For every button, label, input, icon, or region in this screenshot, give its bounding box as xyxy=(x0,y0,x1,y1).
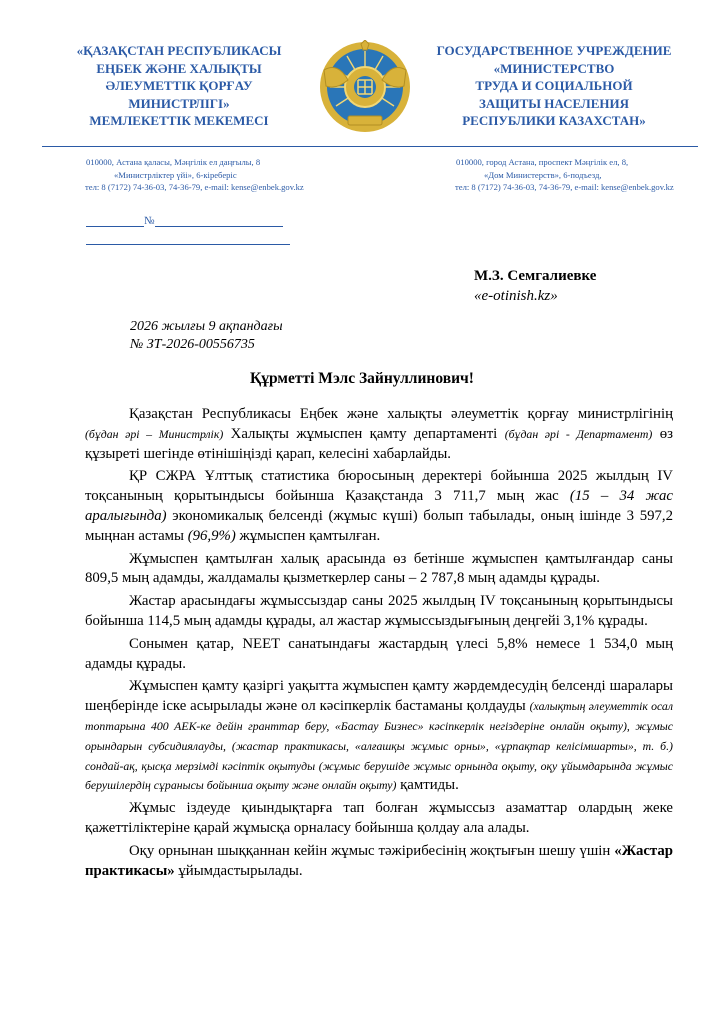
number-sign: № xyxy=(144,215,155,227)
letter-body xyxy=(85,405,673,884)
italic-note: (бұдан әрі – Министрлік) xyxy=(85,426,224,441)
header-right-line: ТРУДА И СОЦИАЛЬНОЙ xyxy=(475,78,633,93)
address-line: 010000, Астана қаласы, Мәңгілік ел даңғылы, 8 xyxy=(86,157,261,167)
paragraph: Жұмыспен қамтылған халық арасында өз бетінше жұмыспен қамтылғандар саны 809,5 мың адамды, жалдамалы қызметкерлер саны – 2 787,8 мың адамды құрады. xyxy=(85,550,673,587)
header-left-line: МЕМЛЕКЕТТІК МЕКЕМЕСІ xyxy=(89,113,269,128)
paragraph: Қазақстан Республикасы Еңбек және халықты әлеуметтік қорғау министрлігінің (бұдан әрі – Министрлік) Халықты жұмыспен қамту департаменті (бұдан әрі - Департамент) өз құзыреті шегінде өтінішіңізді қарап, келесіні хабарлайды. xyxy=(85,406,673,462)
italic-note: (15 – 34 жас аралығында) xyxy=(85,488,673,524)
reference-blank xyxy=(86,244,290,245)
header-left-kz xyxy=(44,42,314,130)
header-divider xyxy=(42,146,698,147)
address-line: «Дом Министерств», 6-подъезд, xyxy=(484,169,602,180)
header-right-line: ЗАЩИТЫ НАСЕЛЕНИЯ xyxy=(478,95,630,111)
paragraph: Сонымен қатар, NEET санатындағы жастардың үлесі 5,8% немесе 1 534,0 мың адамды құрады. xyxy=(85,635,673,672)
italic-note: (бұдан әрі - Департамент) xyxy=(504,426,653,441)
recipient-name: М.З. Семгалиевке xyxy=(474,268,597,284)
recipient-source: «e-otinish.kz» xyxy=(474,288,558,304)
address-left xyxy=(86,156,304,194)
header-left-line: ЕҢБЕК ЖӘНЕ ХАЛЫҚТЫ xyxy=(96,60,262,76)
header-left-line: «ҚАЗАҚСТАН РЕСПУБЛИКАСЫ xyxy=(76,43,282,58)
date-blank xyxy=(86,214,144,227)
header-right-line: РЕСПУБЛИКИ КАЗАХСТАН» xyxy=(462,113,646,128)
address-line: 010000, город Астана, проспект Мәңгілік ел, 8, xyxy=(456,157,629,167)
header-left-line: МИНИСТРЛІГІ» xyxy=(128,95,230,111)
address-right xyxy=(456,156,674,194)
italic-note: (халықтың әлеуметтік осал топтарына 400 АЕК-ке дейін гранттар беру, «Бастау Бизнес» кәсіпкерлік негіздеріне онлайн оқыту), жұмыс орындарын субсидиялауды, (жастар практикасы, «алғашқы жұмыс орны», «ұрпақтар келісімшарты», т. б.) сондай-ақ, қысқа мерзімді кәсіптік оқытуды (жұмыс берушіде жұмыс орнында оқыту, оқу ұйымдарында жұмыс берушілердің сұранысы бойынша оқыту және онлайн оқыту) xyxy=(85,699,673,793)
request-date: 2026 жылғы 9 ақпандағы xyxy=(130,319,283,334)
request-reference xyxy=(130,318,283,354)
italic-note: (96,9%) xyxy=(187,527,236,544)
paragraph: ҚР СЖРА Ұлттық статистика бюросының деректері бойынша 2025 жылдың IV тоқсанының қорытындысы бойынша Қазақстанда 3 711,7 мың жас (15 – 34 жас аралығында) экономикалық белсенді (жұмыс күші) болып табылады, оның ішінде 3 597,2 мыңнан астамы (96,9%) жұмыспен қамтылған. xyxy=(85,468,673,544)
request-number: № ЗТ-2026-00556735 xyxy=(130,337,255,352)
header-right-ru xyxy=(419,42,689,130)
paragraph: Жастар арасындағы жұмыссыздар саны 2025 жылдың IV тоқсанының қорытындысы бойынша 114,5 мың адамды құрады, ал жастар жұмыссыздығының деңгейі 3,1% құрады. xyxy=(85,593,673,629)
bold-term: «Жастар практикасы» xyxy=(85,842,673,879)
header-right-line: ГОСУДАРСТВЕННОЕ УЧРЕЖДЕНИЕ xyxy=(436,43,672,58)
number-blank xyxy=(155,214,283,227)
address-contacts: тел: 8 (7172) 74-36-03, 74-36-79, e-mail: kense@enbek.gov.kz xyxy=(455,182,674,192)
salutation: Құрметті Мэлс Зайнуллинович! xyxy=(250,370,474,387)
outgoing-number-field xyxy=(86,214,283,227)
recipient-block xyxy=(474,266,596,306)
paragraph: Жұмыс іздеуде қиындықтарға тап болған жұмыссыз азаматтар олардың жеке қажеттіліктеріне қарай жұмысқа орналасу бойынша қолдау ала алады. xyxy=(85,800,673,836)
header-left-line: ӘЛЕУМЕТТІК ҚОРҒАУ xyxy=(105,78,253,93)
header-right-line: «МИНИСТЕРСТВО xyxy=(493,60,615,76)
paragraph: Жұмыспен қамту қазіргі уақытта жұмыспен қамту жәрдемдесудің белсенді шаралары шеңберінде іске асырылады және ол кәсіпкерлік бастаманы қолдауды (халықтың әлеуметтік осал топтарына 400 АЕК-ке дейін гранттар беру, «Бастау Бизнес» кәсіпкерлік негіздеріне онлайн оқыту), жұмыс орындарын субсидиялауды, (жастар практикасы, «алғашқы жұмыс орны», «ұрпақтар келісімшарты», т. б.) сондай-ақ, қысқа мерзімді кәсіптік оқытуды (жұмыс берушіде жұмыс орнында оқыту, оқу ұйымдарында жұмыс берушілердің сұранысы бойынша оқыту және онлайн оқыту) қамтиды. xyxy=(85,678,673,794)
address-contacts: тел: 8 (7172) 74-36-03, 74-36-79, e-mail: kense@enbek.gov.kz xyxy=(85,182,304,192)
paragraph: Оқу орнынан шыққаннан кейін жұмыс тәжірибесінің жоқтығын шешу үшін «Жастар практикасы» ұйымдастырылады. xyxy=(85,842,673,879)
address-line: «Министрліктер үйі», 6-кіреберіс xyxy=(114,169,237,180)
kazakhstan-state-emblem-icon xyxy=(318,40,412,134)
